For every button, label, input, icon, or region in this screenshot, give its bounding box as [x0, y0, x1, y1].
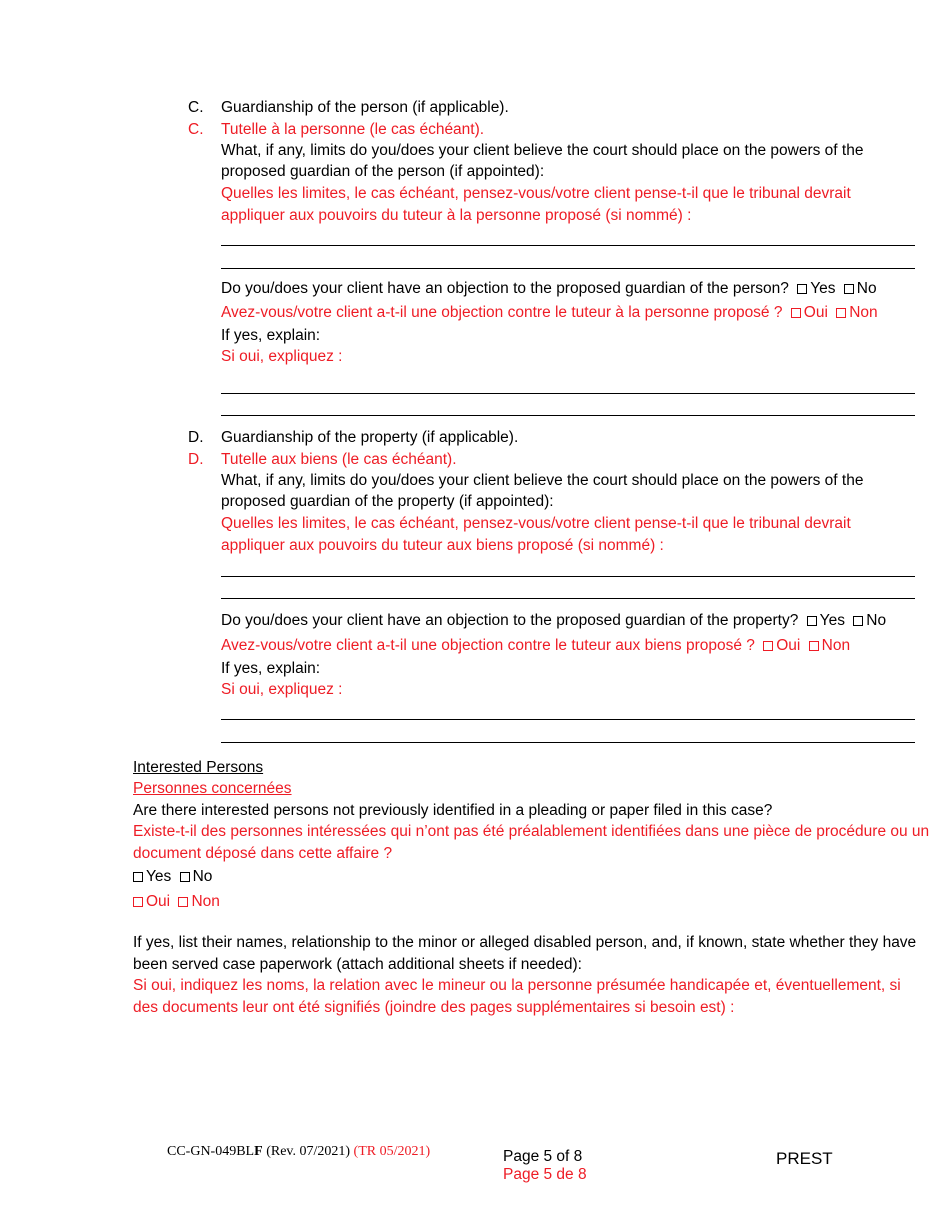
section-c-non-checkbox[interactable]	[836, 308, 846, 318]
section-d-objection-question-fr	[221, 636, 850, 656]
interested-persons-heading: Interested Persons	[133, 759, 264, 776]
section-c-limits-question-fr: Quelles les limites, le cas échéant, pensez-vous/votre client pense-t-il que le tribunal devrait	[221, 185, 851, 202]
section-c-limits-answer-line-1[interactable]	[221, 245, 915, 246]
section-d-limits-question-fr-line2: appliquer aux pouvoirs du tuteur aux biens proposé (si nommé) :	[221, 537, 664, 554]
section-d-title: Guardianship of the property (if applicable).	[221, 429, 519, 446]
section-c-yes-checkbox[interactable]	[797, 284, 807, 294]
section-d-limits-answer-line-2[interactable]	[221, 598, 915, 599]
section-d-limits-question-line2: proposed guardian of the property (if appointed):	[221, 493, 554, 510]
section-c-limits-question: What, if any, limits do you/does your client believe the court should place on the powers of the	[221, 142, 864, 159]
section-d-explain-label-fr: Si oui, expliquez :	[221, 681, 343, 698]
section-d-non-label: Non	[821, 637, 851, 654]
section-c-limits-question-fr-line2: appliquer aux pouvoirs du tuteur à la personne proposé (si nommé) :	[221, 207, 692, 224]
interested-oui-label: Oui	[146, 893, 171, 910]
section-c-oui-checkbox[interactable]	[791, 308, 801, 318]
section-c-letter-fr: C.	[188, 121, 204, 138]
interested-list-instruction-line2: been served case paperwork (attach additional sheets if needed):	[133, 956, 582, 973]
section-c-objection-question-fr	[221, 303, 878, 323]
form-translation-revision: (TR 05/2021)	[353, 1144, 431, 1159]
form-code	[167, 1142, 430, 1162]
section-d-explain-answer-line-1[interactable]	[221, 719, 915, 720]
interested-persons-question-fr: Existe-t-il des personnes intéressées qui n’ont pas été préalablement identifiées dans une pièce de procédure ou un	[133, 823, 930, 840]
interested-yes-checkbox[interactable]	[133, 872, 143, 882]
section-d-non-checkbox[interactable]	[809, 641, 819, 651]
section-c-non-label: Non	[849, 304, 878, 321]
interested-no-label: No	[192, 868, 213, 885]
interested-persons-heading-fr: Personnes concernées	[133, 780, 292, 797]
section-d-oui-checkbox[interactable]	[763, 641, 773, 651]
section-c-letter: C.	[188, 99, 204, 116]
interested-oui-checkbox[interactable]	[133, 897, 143, 907]
section-d-oui-label: Oui	[776, 637, 801, 654]
prest-label: PREST	[776, 1149, 833, 1168]
interested-list-instruction-fr: Si oui, indiquez les noms, la relation avec le mineur ou la personne présumée handicapée et, éventuellement, si	[133, 977, 901, 994]
section-d-no-label: No	[866, 612, 887, 629]
interested-list-instruction: If yes, list their names, relationship to the minor or alleged disabled person, and, if known, state whether they have	[133, 934, 917, 951]
interested-yes-label: Yes	[146, 868, 172, 885]
section-d-limits-answer-line-1[interactable]	[221, 576, 915, 577]
form-code-prefix: CC-GN-049BL	[167, 1144, 255, 1159]
interested-persons-oui-non	[129, 892, 220, 912]
section-c-limits-question-line2: proposed guardian of the person (if appointed):	[221, 163, 545, 180]
section-d-objection-question	[221, 611, 886, 631]
section-c-title-fr: Tutelle à la personne (le cas échéant).	[221, 121, 485, 138]
section-d-explain-answer-line-2[interactable]	[221, 742, 915, 743]
section-d-objection-text-fr: Avez-vous/votre client a-t-il une objection contre le tuteur aux biens proposé ?	[221, 637, 755, 654]
section-c-no-label: No	[856, 280, 877, 297]
section-d-yes-checkbox[interactable]	[807, 616, 817, 626]
interested-persons-question-fr-line2: document déposé dans cette affaire ?	[133, 845, 393, 862]
section-d-explain-label: If yes, explain:	[221, 660, 321, 677]
section-c-objection-question	[221, 279, 877, 299]
section-d-yes-label: Yes	[819, 612, 845, 629]
section-c-limits-answer-line-2[interactable]	[221, 268, 915, 269]
section-d-limits-question-fr: Quelles les limites, le cas échéant, pensez-vous/votre client pense-t-il que le tribunal devrait	[221, 515, 851, 532]
interested-no-checkbox[interactable]	[180, 872, 190, 882]
interested-list-instruction-fr-line2: des documents leur ont été signifiés (joindre des pages supplémentaires si besoin est) :	[133, 999, 735, 1016]
section-c-no-checkbox[interactable]	[844, 284, 854, 294]
section-c-explain-answer-line-2[interactable]	[221, 415, 915, 416]
page-number: Page 5 of 8	[503, 1148, 583, 1165]
section-c-objection-text-fr: Avez-vous/votre client a-t-il une objection contre le tuteur à la personne proposé ?	[221, 304, 783, 321]
interested-non-checkbox[interactable]	[178, 897, 188, 907]
interested-persons-yes-no	[129, 867, 212, 887]
form-code-suffix: F	[254, 1144, 263, 1159]
section-d-objection-text: Do you/does your client have an objection to the proposed guardian of the property?	[221, 612, 799, 629]
section-c-title: Guardianship of the person (if applicable).	[221, 99, 509, 116]
section-c-objection-text: Do you/does your client have an objection to the proposed guardian of the person?	[221, 280, 789, 297]
section-d-letter-fr: D.	[188, 451, 204, 468]
section-c-yes-label: Yes	[810, 280, 836, 297]
interested-non-label: Non	[191, 893, 220, 910]
section-d-limits-question: What, if any, limits do you/does your client believe the court should place on the powers of the	[221, 472, 864, 489]
form-revision: (Rev. 07/2021)	[266, 1144, 351, 1159]
section-c-explain-label: If yes, explain:	[221, 327, 321, 344]
section-c-explain-answer-line-1[interactable]	[221, 393, 915, 394]
section-d-letter: D.	[188, 429, 204, 446]
interested-persons-question: Are there interested persons not previously identified in a pleading or paper filed in this case?	[133, 802, 773, 819]
section-d-title-fr: Tutelle aux biens (le cas échéant).	[221, 451, 457, 468]
section-c-oui-label: Oui	[803, 304, 828, 321]
section-d-no-checkbox[interactable]	[853, 616, 863, 626]
page-number-fr: Page 5 de 8	[503, 1166, 587, 1183]
section-c-explain-label-fr: Si oui, expliquez :	[221, 348, 343, 365]
